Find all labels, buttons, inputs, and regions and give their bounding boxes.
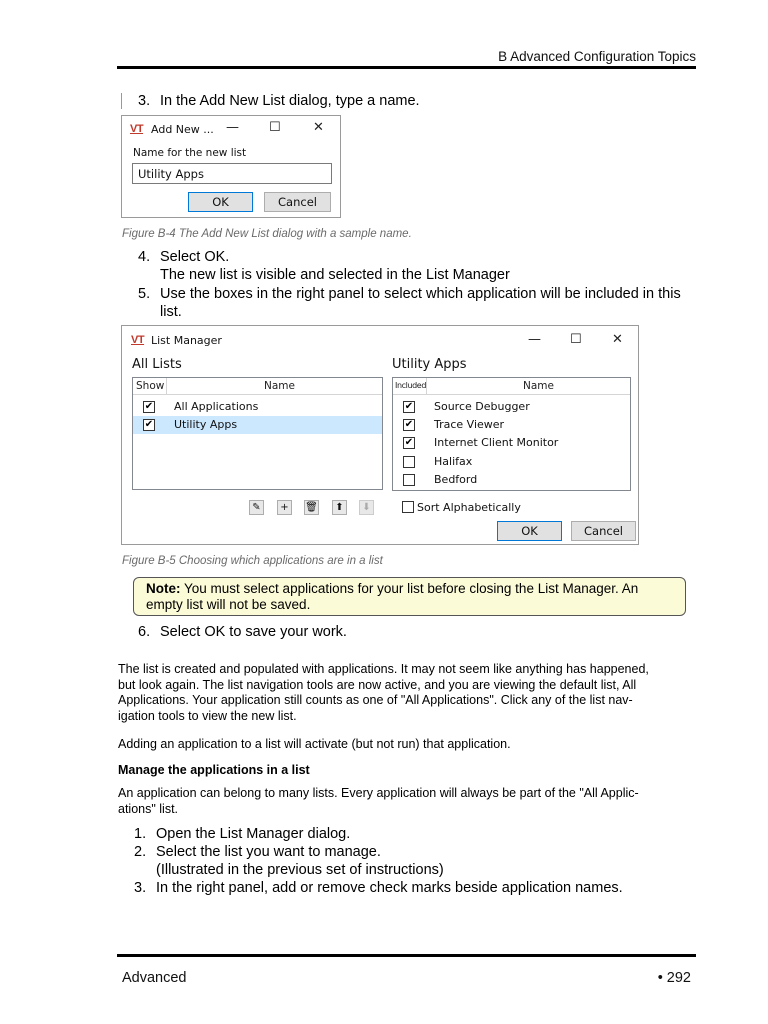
- list-item[interactable]: [133, 398, 382, 416]
- move-down-icon[interactable]: ⬇: [359, 500, 374, 515]
- cancel-button[interactable]: Cancel: [571, 521, 636, 541]
- step-5-text: Use the boxes in the right panel to select which application will be included in this: [160, 286, 681, 302]
- show-checkbox[interactable]: ✔: [144, 401, 154, 412]
- maximize-icon[interactable]: ☐: [269, 120, 281, 135]
- column-header-name[interactable]: Name: [264, 380, 295, 392]
- ok-button[interactable]: OK: [497, 521, 562, 541]
- list-item-label: Utility Apps: [174, 418, 238, 431]
- show-checkbox[interactable]: ✔: [144, 419, 154, 430]
- list-item-selected[interactable]: [133, 416, 382, 434]
- step-2-subtext: (Illustrated in the previous set of instructions): [156, 862, 444, 878]
- paragraph-line: igation tools to view the new list.: [118, 708, 297, 723]
- note-label: Note:: [146, 581, 181, 596]
- note-box: [133, 577, 686, 616]
- figure-caption-b5: Figure B-5 Choosing which applications are in a list: [122, 555, 383, 567]
- step-6-number: 6.: [138, 624, 151, 640]
- included-checkbox[interactable]: [403, 474, 415, 486]
- column-header-included[interactable]: Included: [395, 381, 426, 390]
- step-3-text: In the Add New List dialog, type a name.: [160, 93, 420, 109]
- running-header: B Advanced Configuration Topics: [498, 49, 696, 64]
- step-4-text: Select OK.: [160, 249, 230, 265]
- name-field-label: Name for the new list: [133, 147, 247, 159]
- step-3-number: 3.: [134, 880, 147, 896]
- list-item-label: All Applications: [174, 400, 259, 413]
- list-manager-dialog: [121, 325, 639, 545]
- list-name-input[interactable]: Utility Apps: [132, 163, 332, 184]
- step-4-number: 4.: [138, 249, 151, 265]
- table-row[interactable]: [393, 416, 630, 434]
- cancel-button[interactable]: Cancel: [264, 192, 331, 212]
- minimize-icon[interactable]: —: [226, 120, 239, 135]
- paragraph-adding-application: Adding an application to a list will activate (but not run) that application.: [118, 737, 511, 751]
- step-5-number: 5.: [138, 286, 151, 302]
- ok-button[interactable]: OK: [188, 192, 253, 212]
- trash-icon[interactable]: 🗑: [305, 502, 318, 513]
- application-name: Bedford: [434, 473, 478, 486]
- minimize-icon[interactable]: —: [528, 332, 541, 347]
- table-row[interactable]: [393, 434, 630, 452]
- sort-alphabetically-checkbox[interactable]: [402, 501, 414, 513]
- paragraph-line: Applications. Your application still counts as one of "All Applications". Click any of the list nav-: [118, 693, 633, 707]
- paragraph-line: ations" list.: [118, 801, 179, 816]
- included-checkbox[interactable]: ✔: [404, 401, 414, 412]
- step-1-number: 1.: [134, 826, 147, 842]
- footer-section-name: Advanced: [122, 970, 187, 986]
- maximize-icon[interactable]: ☐: [570, 332, 582, 347]
- close-icon[interactable]: ✕: [612, 332, 623, 347]
- footer-rule: [117, 954, 696, 957]
- all-lists-panel: [132, 377, 383, 490]
- included-checkbox[interactable]: ✔: [404, 419, 414, 430]
- list-margin-bar: [121, 93, 122, 109]
- step-5-text-cont: list.: [160, 304, 182, 320]
- paragraph-list-created: [118, 662, 708, 724]
- table-row[interactable]: [393, 471, 630, 489]
- application-name: Internet Client Monitor: [434, 436, 559, 449]
- section-heading: Manage the applications in a list: [118, 763, 310, 777]
- table-row[interactable]: [393, 398, 630, 416]
- included-checkbox[interactable]: ✔: [404, 437, 414, 448]
- dialog-title: Add New ...: [151, 123, 214, 136]
- figure-caption-b4: Figure B-4 The Add New List dialog with a sample name.: [122, 228, 412, 240]
- edit-pencil-icon[interactable]: ✎: [249, 500, 264, 515]
- step-4-subtext: The new list is visible and selected in the List Manager: [160, 267, 510, 283]
- dialog-title: List Manager: [151, 334, 222, 347]
- header-rule: [117, 66, 696, 69]
- sort-alphabetically-label: Sort Alphabetically: [417, 501, 521, 514]
- add-new-list-dialog: [121, 115, 341, 218]
- all-lists-heading: All Lists: [132, 357, 182, 372]
- step-3-text: In the right panel, add or remove check marks beside application names.: [156, 880, 623, 896]
- close-icon[interactable]: ✕: [313, 120, 324, 135]
- included-checkbox[interactable]: [403, 456, 415, 468]
- application-name: Halifax: [434, 455, 473, 468]
- application-name: Trace Viewer: [434, 418, 505, 431]
- applications-header: [393, 378, 630, 395]
- step-2-text: Select the list you want to manage.: [156, 844, 381, 860]
- paragraph-line: but look again. The list navigation tools are now active, and you are viewing the default list, All: [118, 677, 637, 692]
- app-logo-icon: VT: [131, 334, 145, 346]
- step-3-number: 3.: [138, 93, 151, 109]
- step-2-number: 2.: [134, 844, 147, 860]
- add-plus-icon[interactable]: +: [277, 500, 292, 515]
- all-lists-header: [133, 378, 382, 395]
- applications-panel: [392, 377, 631, 491]
- step-1-text: Open the List Manager dialog.: [156, 826, 351, 842]
- paragraph-many-lists: [118, 786, 708, 817]
- column-header-show[interactable]: Show: [136, 380, 165, 392]
- note-text-cont: empty list will not be saved.: [146, 597, 311, 612]
- paragraph-line: The list is created and populated with applications. It may not seem like anything has happened,: [118, 662, 649, 676]
- application-name: Source Debugger: [434, 400, 530, 413]
- table-row[interactable]: [393, 453, 630, 471]
- selected-list-heading: Utility Apps: [392, 357, 467, 372]
- page-number: • 292: [657, 970, 691, 986]
- app-logo-icon: VT: [130, 123, 144, 135]
- move-up-icon[interactable]: ⬆: [332, 500, 347, 515]
- paragraph-line: An application can belong to many lists. Every application will always be part of the "All Applic-: [118, 786, 639, 800]
- column-header-name[interactable]: Name: [523, 380, 554, 392]
- step-6-text: Select OK to save your work.: [160, 624, 347, 640]
- note-text: You must select applications for your list before closing the List Manager. An: [180, 581, 639, 596]
